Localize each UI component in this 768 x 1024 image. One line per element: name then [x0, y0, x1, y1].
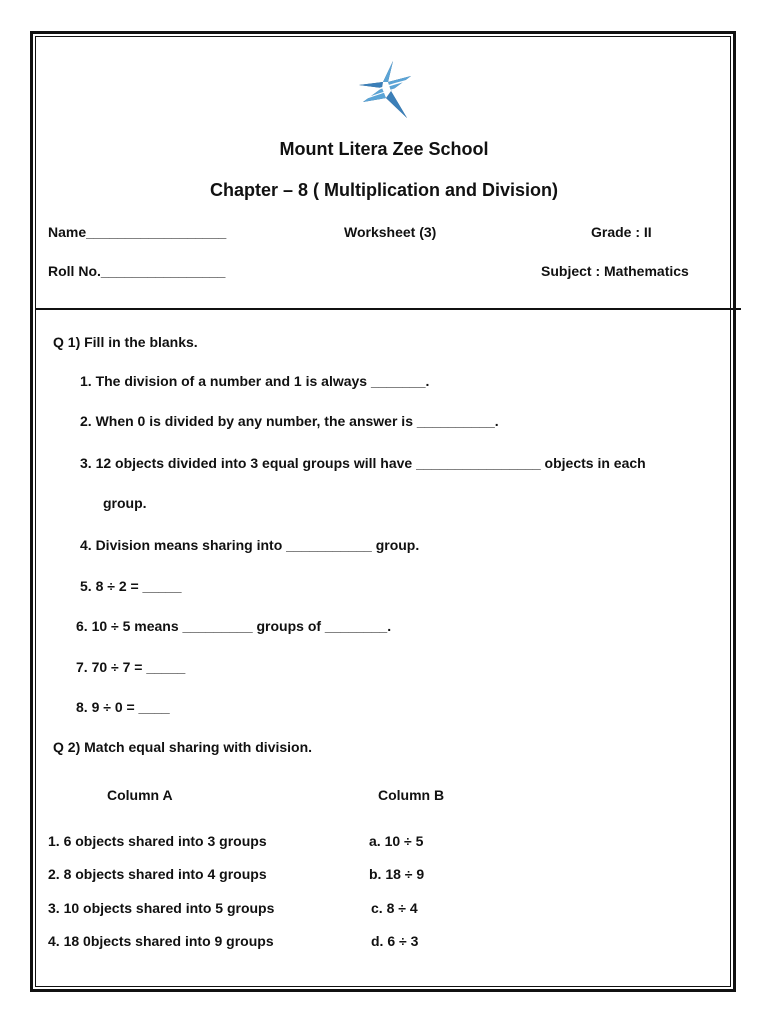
header-divider	[35, 308, 741, 310]
q1-item: 7. 70 ÷ 7 = _____	[76, 659, 186, 675]
name-field-label: Name__________________	[48, 224, 227, 240]
q1-item: 4. Division means sharing into ___________ group.	[80, 537, 420, 553]
column-b-header: Column B	[378, 787, 445, 803]
column-a-item: 1. 6 objects shared into 3 groups	[48, 833, 267, 849]
subject-label: Subject : Mathematics	[541, 263, 689, 279]
column-b-item: d. 6 ÷ 3	[371, 933, 419, 949]
column-a-item: 2. 8 objects shared into 4 groups	[48, 866, 267, 882]
roll-number-label: Roll No.________________	[48, 263, 226, 279]
column-b-item: a. 10 ÷ 5	[369, 833, 424, 849]
q1-item: 5. 8 ÷ 2 = _____	[80, 578, 182, 594]
q1-title: Q 1) Fill in the blanks.	[53, 334, 198, 350]
chapter-title: Chapter – 8 ( Multiplication and Division)	[209, 180, 559, 200]
q1-item-continuation: group.	[103, 495, 147, 511]
star-logo-icon	[355, 58, 419, 122]
q1-item: 2. When 0 is divided by any number, the answer is __________.	[80, 413, 499, 429]
column-a-item: 4. 18 0bjects shared into 9 groups	[48, 933, 274, 949]
q1-item: 6. 10 ÷ 5 means _________ groups of ________.	[76, 618, 392, 634]
school-name: Mount Litera Zee School	[279, 139, 489, 159]
q1-item: 1. The division of a number and 1 is always _______.	[80, 373, 430, 389]
grade-label: Grade : II	[591, 224, 652, 240]
column-b-item: b. 18 ÷ 9	[369, 866, 425, 882]
q1-item: 8. 9 ÷ 0 = ____	[76, 699, 170, 715]
column-b-item: c. 8 ÷ 4	[371, 900, 418, 916]
worksheet-number: Worksheet (3)	[344, 224, 437, 240]
column-a-header: Column A	[107, 787, 173, 803]
q2-title: Q 2) Match equal sharing with division.	[53, 739, 313, 755]
column-a-item: 3. 10 objects shared into 5 groups	[48, 900, 275, 916]
q1-item: 3. 12 objects divided into 3 equal groups will have ________________ objects in each	[80, 455, 646, 471]
